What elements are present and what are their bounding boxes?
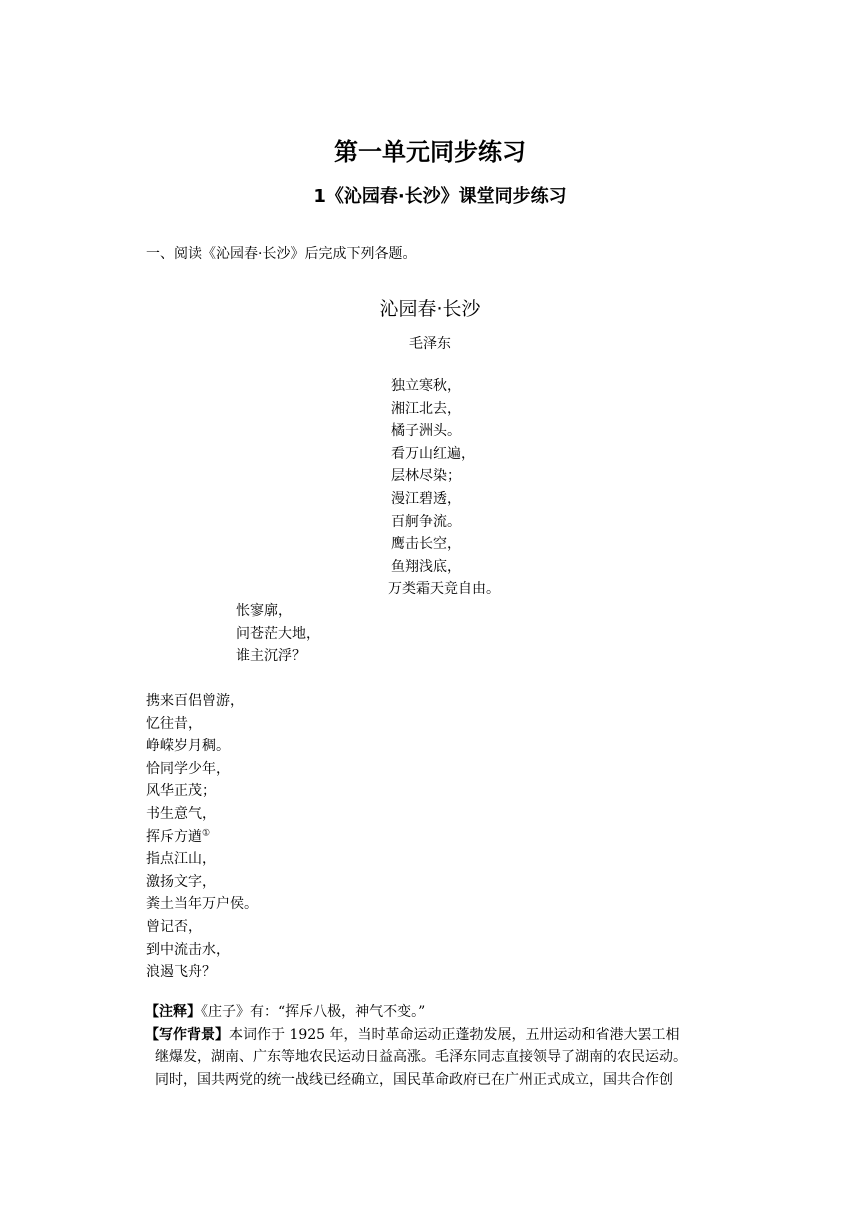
poem-line: 鱼翔浅底， xyxy=(391,558,461,575)
background-note xyxy=(145,1024,725,1092)
poem-line: 问苍茫大地， xyxy=(236,625,320,642)
notes-section xyxy=(145,1001,725,1091)
poem-line: 万类霜天竞自由。 xyxy=(388,581,500,598)
annotation-label: 【注释】 xyxy=(145,1004,201,1020)
poem-line: 携来百侣曾游， xyxy=(146,693,244,709)
poem-line-with-footnote xyxy=(146,826,258,849)
poem-line: 恰同学少年， xyxy=(146,760,230,777)
poem-line: 指点江山， xyxy=(146,851,216,868)
poem-line: 百舸争流。 xyxy=(391,513,461,530)
poem-line: 忆往昔， xyxy=(146,715,202,732)
poem-line: 风华正茂； xyxy=(146,783,216,800)
poem-line: 峥嵘岁月稠。 xyxy=(146,738,230,755)
poem-line: 层林尽染； xyxy=(391,468,461,485)
poem-stanza-2 xyxy=(236,600,320,668)
background-text-line-3: 同时，国共两党的统一战线已经确立，国民革命政府已在广州正式成立，国共合作创 xyxy=(155,1071,673,1088)
poem-line-text: 挥斥方遒 xyxy=(146,828,202,845)
poem-line: 激扬文字， xyxy=(146,873,216,890)
question-instruction: 一、阅读《沁园春·长沙》后完成下列各题。 xyxy=(146,246,417,262)
poem-line: 到中流击水， xyxy=(146,941,230,958)
poem-line: 谁主沉浮？ xyxy=(236,648,306,665)
background-text-line-2: 继爆发，湖南、广东等地农民运动日益高涨。毛泽东同志直接领导了湖南的农民运动。 xyxy=(155,1049,687,1066)
poem-line: 书生意气， xyxy=(146,805,216,822)
poem-line: 湘江北去， xyxy=(391,400,461,417)
poem-line: 怅寥廓， xyxy=(236,603,292,619)
poem-line: 曾记否， xyxy=(146,918,202,935)
poem-line: 漫江碧透， xyxy=(391,490,461,507)
poem-title: 沁园春·长沙 xyxy=(379,298,481,320)
poem-line: 浪遏飞舟？ xyxy=(146,964,216,981)
lesson-title: 1《沁园春·长沙》课堂同步练习 xyxy=(313,186,567,207)
footnote-marker: ① xyxy=(202,827,211,838)
annotation-text: 《庄子》有：“挥斥八极，神气不变。” xyxy=(201,1004,426,1020)
background-label: 【写作背景】 xyxy=(145,1026,229,1043)
poem-line: 鹰击长空， xyxy=(391,536,461,553)
poem-stanza-3 xyxy=(146,690,258,984)
poem-line: 看万山红遍， xyxy=(391,445,475,462)
poem-stanza-1 xyxy=(388,375,500,601)
background-text-line-1: 本词作于 1925 年，当时革命运动正蓬勃发展，五卅运动和省港大罢工相 xyxy=(229,1026,680,1043)
poem-line: 粪土当年万户侯。 xyxy=(146,896,258,913)
poem-author: 毛泽东 xyxy=(409,336,451,352)
unit-title: 第一单元同步练习 xyxy=(334,138,526,166)
poem-line: 橘子洲头。 xyxy=(391,423,461,440)
annotation-note xyxy=(145,1001,725,1024)
poem-line: 独立寒秋， xyxy=(391,378,461,394)
